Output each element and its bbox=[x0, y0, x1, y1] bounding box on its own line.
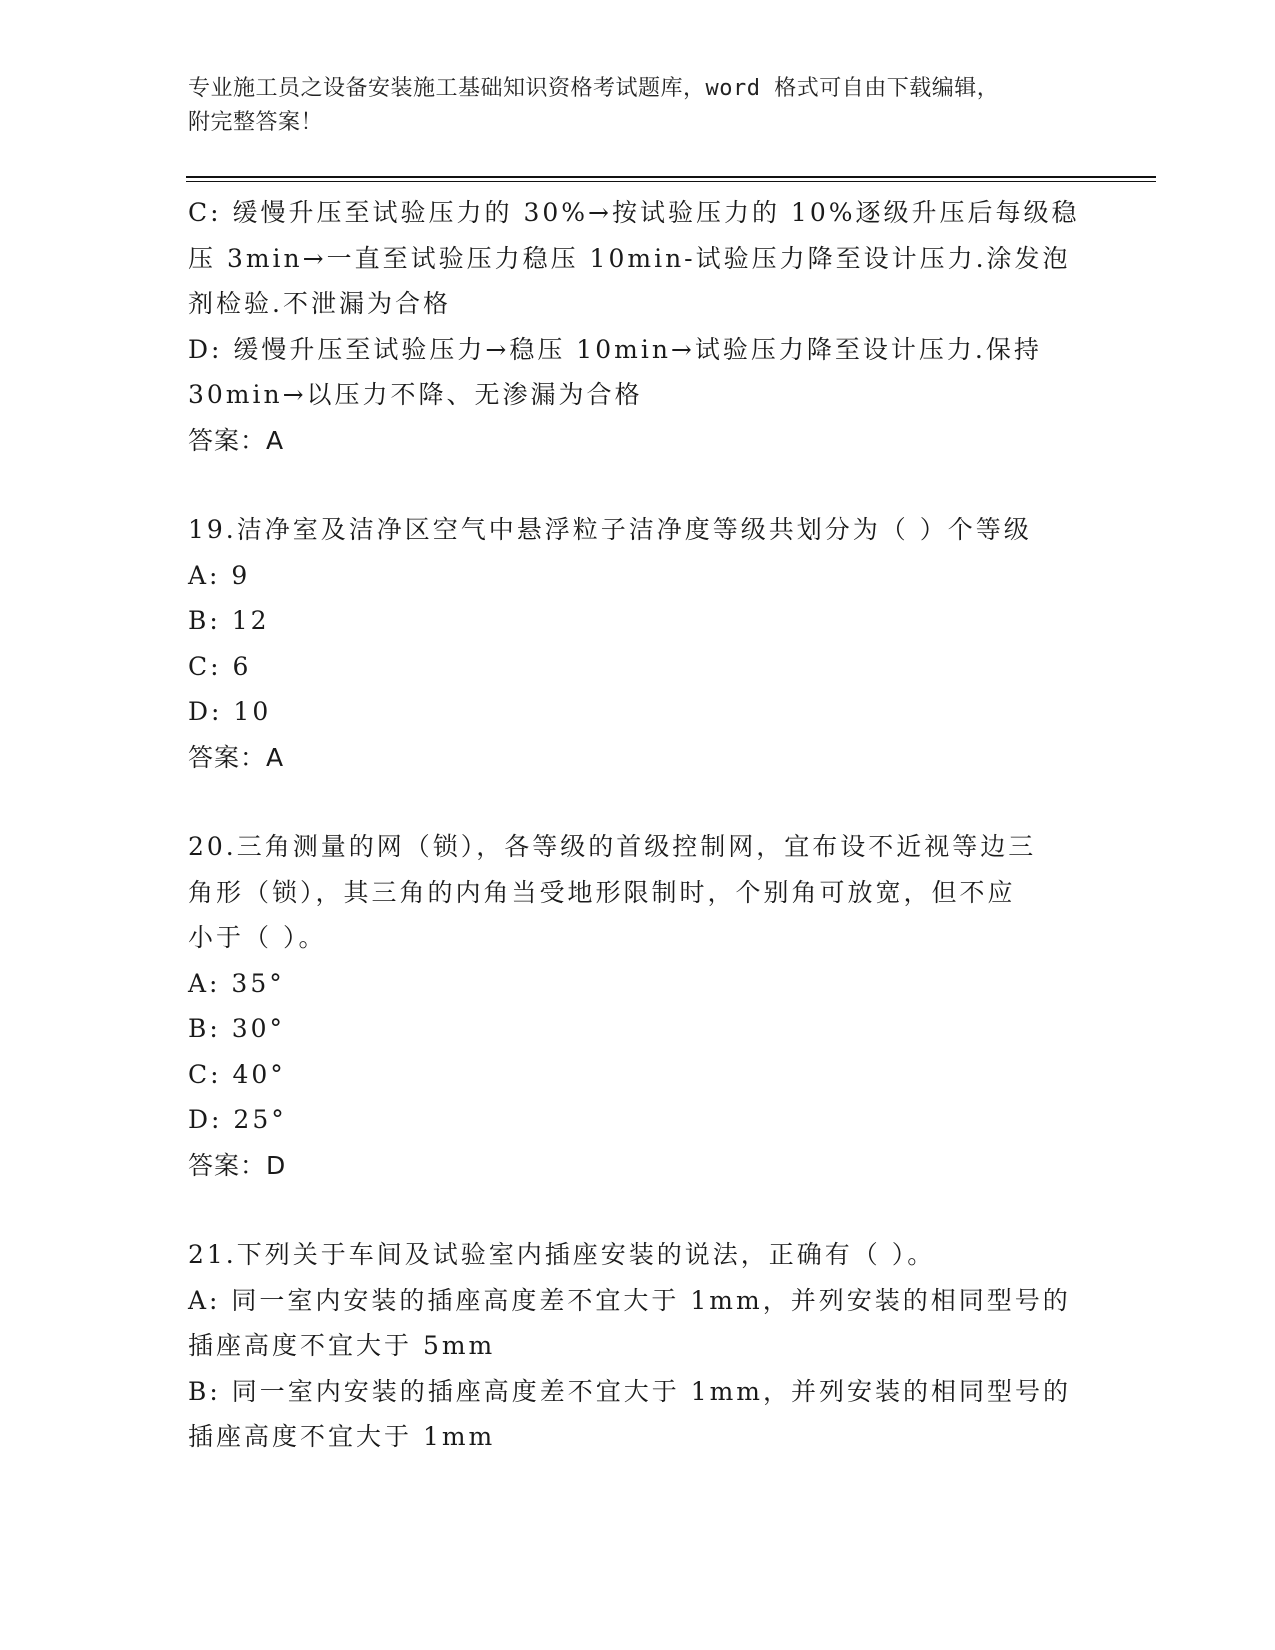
header-rule-thick bbox=[186, 176, 1156, 178]
option-text: 剂检验.不泄漏为合格 bbox=[188, 289, 451, 318]
option-d: D: 25° bbox=[188, 1105, 287, 1134]
question-20 bbox=[188, 824, 1088, 1188]
question-text: 21.下列关于车间及试验室内插座安装的说法，正确有（ ）。 bbox=[188, 1240, 936, 1269]
option-a: A: 35° bbox=[188, 968, 285, 998]
option-d: D: 10 bbox=[188, 697, 272, 726]
question-text: 19.洁净室及洁净区空气中悬浮粒子洁净度等级共划分为（ ）个等级 bbox=[188, 515, 1032, 544]
option-b: B: 30° bbox=[188, 1014, 286, 1043]
question-19 bbox=[188, 507, 1088, 780]
header-line-1: 专业施工员之设备安装施工基础知识资格考试题库，word 格式可自由下载编辑， bbox=[188, 76, 1000, 101]
question-text: 小于（ ）。 bbox=[188, 923, 327, 952]
option-text: 30min→以压力不降、无渗漏为合格 bbox=[188, 380, 643, 409]
option-c: C: 6 bbox=[188, 651, 252, 681]
question-text: 20.三角测量的网（锁），各等级的首级控制网，宜布设不近视等边三 bbox=[188, 832, 1037, 861]
document-header bbox=[188, 72, 1068, 140]
answer-label: 答案：A bbox=[188, 742, 285, 772]
answer-label: 答案：D bbox=[188, 1150, 287, 1180]
option-b: B: 同一室内安装的插座高度差不宜大于 1mm，并列安装的相同型号的 bbox=[188, 1376, 1072, 1406]
option-a: A: 9 bbox=[188, 560, 251, 590]
option-c: C: 40° bbox=[188, 1059, 286, 1089]
option-text: C: 缓慢升压至试验压力的 30%→按试验压力的 10%逐级升压后每级稳 bbox=[188, 198, 1080, 227]
option-text: 压 3min→一直至试验压力稳压 10min-试验压力降至设计压力.涂发泡 bbox=[188, 243, 1071, 273]
option-b: B: 12 bbox=[188, 606, 270, 635]
option-b-continued: 插座高度不宜大于 1mm bbox=[188, 1422, 496, 1451]
header-rule-thin bbox=[186, 181, 1156, 182]
question-text: 角形（锁），其三角的内角当受地形限制时，个别角可放宽，但不应 bbox=[188, 877, 1016, 907]
page-content bbox=[188, 190, 1088, 1460]
previous-question-continuation bbox=[188, 190, 1088, 463]
header-line-2: 附完整答案！ bbox=[188, 110, 324, 135]
option-a-continued: 插座高度不宜大于 5mm bbox=[188, 1331, 496, 1360]
answer-label: 答案：A bbox=[188, 425, 285, 455]
option-text: D: 缓慢升压至试验压力→稳压 10min→试验压力降至设计压力.保持 bbox=[188, 334, 1042, 364]
question-21 bbox=[188, 1232, 1088, 1460]
option-a: A: 同一室内安装的插座高度差不宜大于 1mm，并列安装的相同型号的 bbox=[188, 1285, 1071, 1315]
